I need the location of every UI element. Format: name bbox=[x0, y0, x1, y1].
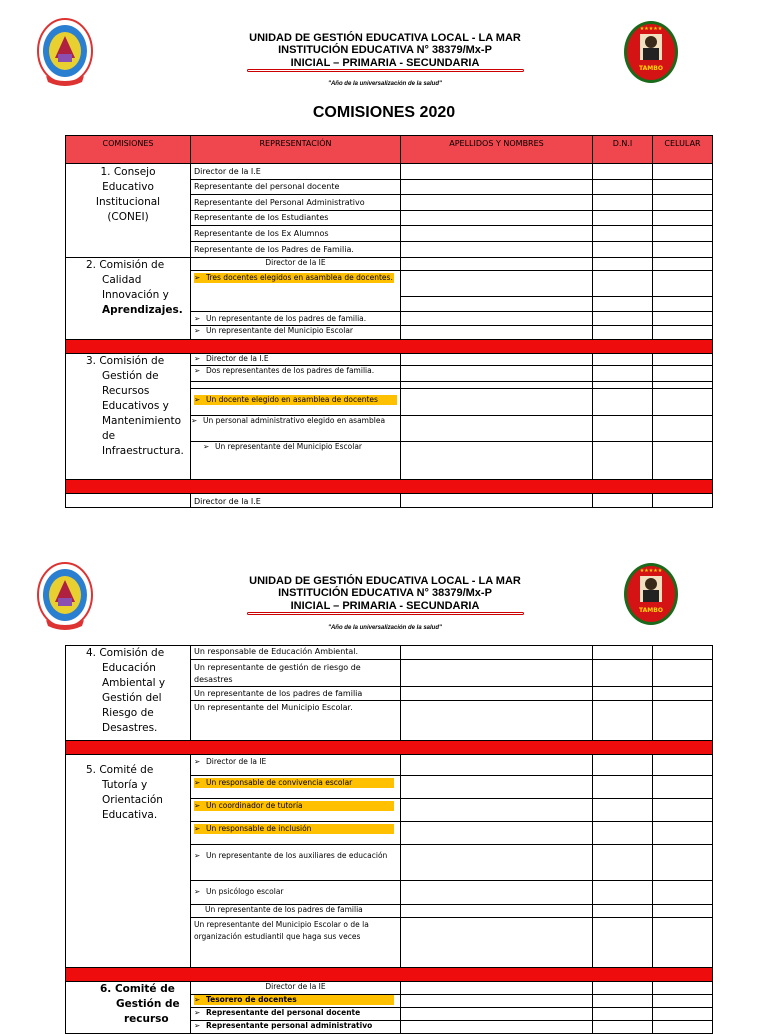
arrow-bullet-icon: ➢ bbox=[194, 1008, 201, 1017]
rep-cell: ➢ Director de la I.E bbox=[191, 354, 401, 366]
page2-header bbox=[0, 562, 768, 652]
phone-cell[interactable] bbox=[653, 389, 713, 416]
phone-cell[interactable] bbox=[653, 822, 713, 845]
dni-cell[interactable] bbox=[593, 242, 653, 258]
dni-cell[interactable] bbox=[593, 1021, 653, 1034]
phone-cell[interactable] bbox=[653, 799, 713, 822]
phone-cell[interactable] bbox=[653, 660, 713, 687]
name-cell[interactable] bbox=[401, 646, 593, 660]
rep-cell: ➢ Representante del personal docente bbox=[191, 1008, 401, 1021]
col-header: COMISIONES bbox=[66, 136, 191, 164]
name-cell[interactable] bbox=[401, 312, 593, 326]
dni-cell[interactable] bbox=[593, 164, 653, 180]
name-cell[interactable] bbox=[401, 180, 593, 195]
svg-text:TAMBO: TAMBO bbox=[639, 607, 663, 614]
name-cell[interactable] bbox=[401, 326, 593, 340]
phone-cell[interactable] bbox=[653, 755, 713, 776]
arrow-bullet-icon: ➢ bbox=[191, 416, 198, 425]
dni-cell[interactable] bbox=[593, 494, 653, 508]
table-row bbox=[66, 354, 713, 366]
phone-cell[interactable] bbox=[653, 982, 713, 995]
phone-cell[interactable] bbox=[653, 195, 713, 211]
svg-text:TAMBO: TAMBO bbox=[639, 65, 663, 72]
table-row bbox=[66, 755, 713, 776]
header-line-2: INSTITUCIÓN EDUCATIVA N° 38379/Mx-P bbox=[278, 44, 492, 56]
rep-cell: Un representante de gestión de riesgo de desastres bbox=[191, 660, 401, 687]
table-row bbox=[66, 258, 713, 271]
commission-4-name: 4. Comisión de Educación Ambiental y Gestión del Riesgo de Desastres. bbox=[66, 646, 191, 741]
rep-cell: Un representante de los padres de familia bbox=[191, 687, 401, 701]
tambo-emblem-icon bbox=[622, 562, 680, 626]
name-cell[interactable] bbox=[401, 164, 593, 180]
arrow-bullet-icon: ➢ bbox=[194, 995, 201, 1004]
rep-cell: ➢ Un representante de los auxiliares de educación bbox=[191, 845, 401, 881]
commission-1-name: 1. Consejo Educativo Institucional (CONEI) bbox=[66, 164, 191, 258]
name-cell[interactable] bbox=[401, 701, 593, 741]
name-cell[interactable] bbox=[401, 382, 593, 389]
header-motto: "Año de la universalización de la salud" bbox=[328, 625, 442, 631]
phone-cell[interactable] bbox=[653, 995, 713, 1008]
school-crest-icon bbox=[36, 562, 94, 632]
dni-cell[interactable] bbox=[593, 918, 653, 968]
svg-text:★★★★★: ★★★★★ bbox=[639, 568, 663, 574]
commission-3-name: 3. Comisión de Gestión de Recursos Educativos y Mantenimiento de Infraestructura. bbox=[66, 354, 191, 480]
rep-cell: Director de la IE bbox=[191, 258, 401, 271]
header-motto: "Año de la universalización de la salud" bbox=[328, 81, 442, 87]
rep-cell: ➢ Un representante del Municipio Escolar bbox=[191, 442, 401, 480]
name-cell[interactable] bbox=[401, 918, 593, 968]
dni-cell[interactable] bbox=[593, 701, 653, 741]
dni-cell[interactable] bbox=[593, 687, 653, 701]
name-cell[interactable] bbox=[401, 687, 593, 701]
phone-cell[interactable] bbox=[653, 918, 713, 968]
arrow-bullet-icon: ➢ bbox=[194, 887, 201, 896]
dni-cell[interactable] bbox=[593, 226, 653, 242]
table-row bbox=[66, 646, 713, 660]
dni-cell[interactable] bbox=[593, 326, 653, 340]
rep-cell: Director de la IE bbox=[191, 982, 401, 995]
rep-cell: ➢ Representante personal administrativo bbox=[191, 1021, 401, 1034]
phone-cell[interactable] bbox=[653, 646, 713, 660]
arrow-bullet-icon: ➢ bbox=[194, 314, 201, 323]
commissions-table-p1 bbox=[65, 135, 713, 508]
phone-cell[interactable] bbox=[653, 211, 713, 226]
dni-cell[interactable] bbox=[593, 366, 653, 382]
name-cell[interactable] bbox=[401, 366, 593, 382]
name-cell[interactable] bbox=[401, 660, 593, 687]
dni-cell[interactable] bbox=[593, 799, 653, 822]
dni-cell[interactable] bbox=[593, 180, 653, 195]
phone-cell[interactable] bbox=[653, 701, 713, 741]
dni-cell[interactable] bbox=[593, 354, 653, 366]
name-cell[interactable] bbox=[401, 755, 593, 776]
rep-cell: Representante de los Padres de Familia. bbox=[191, 242, 401, 258]
phone-cell[interactable] bbox=[653, 416, 713, 442]
phone-cell[interactable] bbox=[653, 271, 713, 297]
name-cell[interactable] bbox=[401, 1021, 593, 1034]
rep-cell: Un representante del Municipio Escolar. bbox=[191, 701, 401, 741]
rep-cell: Representante del personal docente bbox=[191, 180, 401, 195]
separator-row bbox=[66, 340, 713, 354]
phone-cell[interactable] bbox=[653, 687, 713, 701]
arrow-bullet-icon: ➢ bbox=[194, 354, 201, 363]
dni-cell[interactable] bbox=[593, 211, 653, 226]
name-cell[interactable] bbox=[401, 1008, 593, 1021]
arrow-bullet-icon: ➢ bbox=[203, 442, 210, 451]
dni-cell[interactable] bbox=[593, 258, 653, 271]
col-header: APELLIDOS Y NOMBRES bbox=[401, 136, 593, 164]
phone-cell[interactable] bbox=[653, 297, 713, 312]
header-line-3: INICIAL – PRIMARIA - SECUNDARIA bbox=[290, 57, 480, 69]
commission-6-name: 6. Comité de Gestión de recurso bbox=[66, 982, 191, 1034]
phone-cell[interactable] bbox=[653, 180, 713, 195]
commissions-table-p2 bbox=[65, 645, 713, 1034]
commission-5-name: 5. Comité de Tutoría y Orientación Educativa. bbox=[66, 755, 191, 968]
name-cell[interactable] bbox=[401, 297, 593, 312]
page1-header bbox=[0, 18, 768, 108]
header-divider bbox=[247, 69, 524, 72]
rep-cell-highlight: ➢ Un responsable de convivencia escolar bbox=[191, 776, 401, 799]
dni-cell[interactable] bbox=[593, 382, 653, 389]
separator-row bbox=[66, 480, 713, 494]
phone-cell[interactable] bbox=[653, 494, 713, 508]
dni-cell[interactable] bbox=[593, 389, 653, 416]
table-row bbox=[66, 164, 713, 180]
name-cell[interactable] bbox=[401, 881, 593, 905]
phone-cell[interactable] bbox=[653, 366, 713, 382]
name-cell[interactable] bbox=[401, 195, 593, 211]
phone-cell[interactable] bbox=[653, 442, 713, 480]
rep-cell: Un representante de los padres de familia bbox=[191, 905, 401, 918]
dni-cell[interactable] bbox=[593, 195, 653, 211]
arrow-bullet-icon: ➢ bbox=[194, 1021, 201, 1030]
phone-cell[interactable] bbox=[653, 905, 713, 918]
name-cell[interactable] bbox=[401, 271, 593, 297]
page-title: COMISIONES 2020 bbox=[312, 104, 456, 121]
phone-cell[interactable] bbox=[653, 354, 713, 366]
school-crest-icon bbox=[36, 18, 94, 88]
rep-cell: ➢ Dos representantes de los padres de familia. bbox=[191, 366, 401, 382]
table-row bbox=[66, 982, 713, 995]
rep-cell: ➢ Director de la IE bbox=[191, 755, 401, 776]
rep-cell-highlight: ➢ Un responsable de inclusión bbox=[191, 822, 401, 845]
dni-cell[interactable] bbox=[593, 822, 653, 845]
dni-cell[interactable] bbox=[593, 297, 653, 312]
dni-cell[interactable] bbox=[593, 881, 653, 905]
arrow-bullet-icon: ➢ bbox=[194, 395, 201, 404]
dni-cell[interactable] bbox=[593, 1008, 653, 1021]
header-line-1: UNIDAD DE GESTIÓN EDUCATIVA LOCAL - LA MAR bbox=[249, 575, 521, 587]
rep-cell-highlight: ➢ Tesorero de docentes bbox=[191, 995, 401, 1008]
svg-text:★★★★★: ★★★★★ bbox=[639, 26, 663, 32]
arrow-bullet-icon: ➢ bbox=[194, 778, 201, 787]
arrow-bullet-icon: ➢ bbox=[194, 757, 201, 766]
arrow-bullet-icon: ➢ bbox=[194, 801, 201, 810]
phone-cell[interactable] bbox=[653, 258, 713, 271]
phone-cell[interactable] bbox=[653, 326, 713, 340]
name-cell[interactable] bbox=[401, 354, 593, 366]
arrow-bullet-icon: ➢ bbox=[194, 851, 201, 860]
phone-cell[interactable] bbox=[653, 1021, 713, 1034]
rep-cell-highlight: ➢ Tres docentes elegidos en asamblea de docentes. bbox=[191, 271, 401, 312]
header-line-2: INSTITUCIÓN EDUCATIVA N° 38379/Mx-P bbox=[278, 587, 492, 599]
name-cell[interactable] bbox=[401, 226, 593, 242]
phone-cell[interactable] bbox=[653, 881, 713, 905]
dni-cell[interactable] bbox=[593, 646, 653, 660]
dni-cell[interactable] bbox=[593, 755, 653, 776]
dni-cell[interactable] bbox=[593, 416, 653, 442]
name-cell[interactable] bbox=[401, 845, 593, 881]
dni-cell[interactable] bbox=[593, 845, 653, 881]
name-cell[interactable] bbox=[401, 776, 593, 799]
dni-cell[interactable] bbox=[593, 442, 653, 480]
arrow-bullet-icon: ➢ bbox=[194, 273, 201, 282]
name-cell[interactable] bbox=[401, 416, 593, 442]
phone-cell[interactable] bbox=[653, 1008, 713, 1021]
phone-cell[interactable] bbox=[653, 312, 713, 326]
header-line-3: INICIAL – PRIMARIA - SECUNDARIA bbox=[290, 600, 480, 612]
phone-cell[interactable] bbox=[653, 382, 713, 389]
table-row bbox=[66, 494, 713, 508]
name-cell[interactable] bbox=[401, 211, 593, 226]
rep-cell: Director de la I.E bbox=[191, 164, 401, 180]
rep-cell: Director de la I.E bbox=[191, 494, 401, 508]
rep-cell: Un responsable de Educación Ambiental. bbox=[191, 646, 401, 660]
rep-cell: Un representante del Municipio Escolar o de la organización estudiantil que haga sus veces bbox=[191, 918, 401, 968]
arrow-bullet-icon: ➢ bbox=[194, 824, 201, 833]
name-cell[interactable] bbox=[401, 822, 593, 845]
col-header: CELULAR bbox=[653, 136, 713, 164]
phone-cell[interactable] bbox=[653, 845, 713, 881]
col-header: REPRESENTACIÓN bbox=[191, 136, 401, 164]
rep-cell: ➢ Un psicólogo escolar bbox=[191, 881, 401, 905]
rep-cell-highlight: ➢ Un docente elegido en asamblea de docentes bbox=[191, 389, 401, 416]
dni-cell[interactable] bbox=[593, 995, 653, 1008]
name-cell[interactable] bbox=[401, 799, 593, 822]
arrow-bullet-icon: ➢ bbox=[194, 326, 201, 335]
separator-row bbox=[66, 741, 713, 755]
phone-cell[interactable] bbox=[653, 226, 713, 242]
dni-cell[interactable] bbox=[593, 660, 653, 687]
commission-2-name: 2. Comisión de Calidad Innovación y Aprendizajes. bbox=[66, 258, 191, 340]
name-cell[interactable] bbox=[401, 982, 593, 995]
phone-cell[interactable] bbox=[653, 242, 713, 258]
name-cell[interactable] bbox=[401, 242, 593, 258]
header-line-1: UNIDAD DE GESTIÓN EDUCATIVA LOCAL - LA MAR bbox=[249, 32, 521, 44]
tambo-emblem-icon bbox=[622, 20, 680, 84]
arrow-bullet-icon: ➢ bbox=[194, 366, 201, 375]
rep-cell: ➢ Un representante del Municipio Escolar bbox=[191, 326, 401, 340]
col-header: D.N.I bbox=[593, 136, 653, 164]
rep-cell: Representante de los Estudiantes bbox=[191, 211, 401, 226]
name-cell[interactable] bbox=[401, 442, 593, 480]
name-cell[interactable] bbox=[401, 389, 593, 416]
rep-cell: Representante del Personal Administrativo bbox=[191, 195, 401, 211]
name-cell[interactable] bbox=[401, 494, 593, 508]
name-cell[interactable] bbox=[401, 995, 593, 1008]
dni-cell[interactable] bbox=[593, 776, 653, 799]
table-header-row bbox=[66, 136, 713, 164]
rep-cell: ➢ Un personal administrativo elegido en asamblea bbox=[191, 416, 401, 442]
separator-row bbox=[66, 968, 713, 982]
phone-cell[interactable] bbox=[653, 164, 713, 180]
rep-cell: Representante de los Ex Alumnos bbox=[191, 226, 401, 242]
phone-cell[interactable] bbox=[653, 776, 713, 799]
rep-cell: ➢ Un representante de los padres de familia. bbox=[191, 312, 401, 326]
rep-cell-highlight: ➢ Un coordinador de tutoría bbox=[191, 799, 401, 822]
header-divider bbox=[247, 612, 524, 615]
name-cell[interactable] bbox=[401, 905, 593, 918]
dni-cell[interactable] bbox=[593, 905, 653, 918]
dni-cell[interactable] bbox=[593, 312, 653, 326]
dni-cell[interactable] bbox=[593, 271, 653, 297]
dni-cell[interactable] bbox=[593, 982, 653, 995]
name-cell[interactable] bbox=[401, 258, 593, 271]
